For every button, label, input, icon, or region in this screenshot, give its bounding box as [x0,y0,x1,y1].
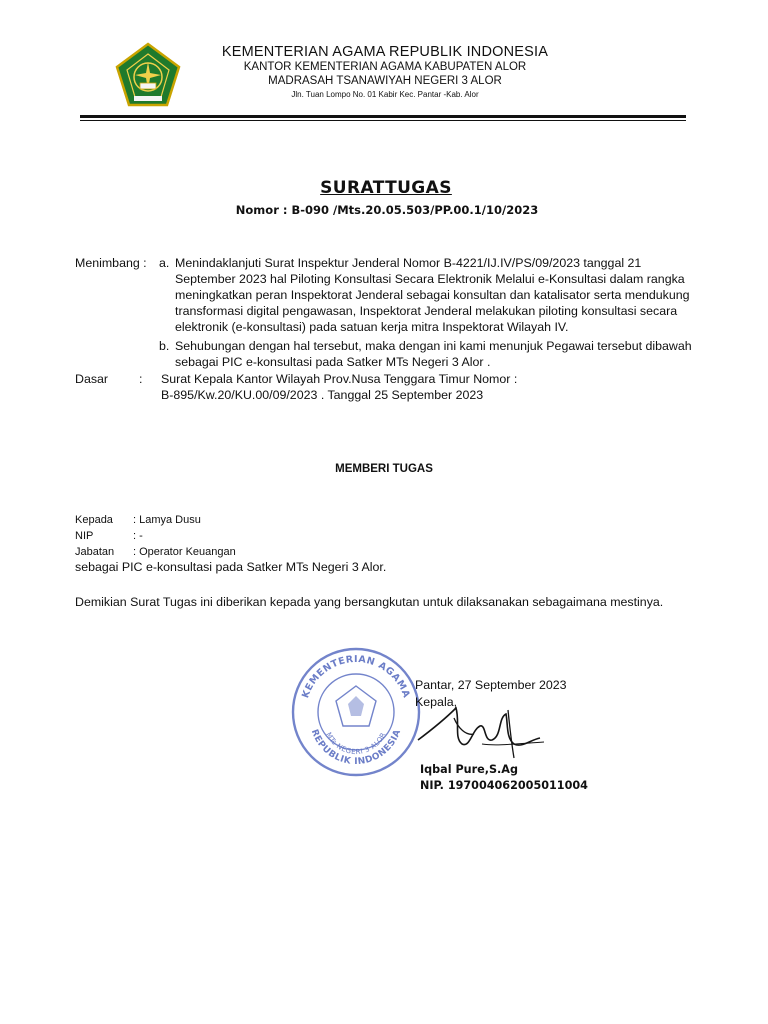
closing-sentence: Demikian Surat Tugas ini diberikan kepada yang bersangkutan untuk dilaksanakan sebagaimana mestinya. [75,595,664,609]
considering-item-b-line: Sehubungan dengan hal tersebut, maka dengan ini kami menunjuk Pegawai tersebut dibawah [175,339,692,353]
signer-name: Iqbal Pure,S.Ag [420,763,518,776]
svg-text:REPUBLIK INDONESIA [309,728,403,767]
document-number: Nomor : B-090 /Mts.20.05.503/PP.00.1/10/2023 [235,203,539,217]
letterhead-address: Jln. Tuan Lompo No. 01 Kabir Kec. Pantar -Kab. Alor [291,89,479,99]
considering-item-a [175,255,693,335]
basis-line: B-895/Kw.20/KU.00/09/2023 . Tanggal 25 September 2023 [161,388,484,402]
considering-item-a-line: Menindaklanjuti Surat Inspektur Jenderal Nomor B-4221/IJ.IV/PS/09/2023 tanggal 21 [175,256,642,270]
considering-item-a-line: meningkatkan peran Inspektorat Jenderal sebagai konsultan dan katalisator serta mendukung [175,288,690,302]
assignment-heading: MEMBERI TUGAS [335,463,433,475]
considering-item-b-line: sebagai PIC e-konsultasi pada Satker MTs Negeri 3 Alor . [175,355,491,369]
basis-line: Surat Kepala Kantor Wilayah Prov.Nusa Tenggara Timur Nomor : [161,372,518,386]
letterhead [180,44,590,100]
assignee-value-jabatan: : Operator Keuangan [133,546,236,558]
handwritten-signature-icon [410,700,550,762]
assignee-label-jabatan: Jabatan [75,546,115,558]
signer-nip: NIP. 197004062005011004 [420,779,588,792]
document-title: SURATTUGAS [320,178,452,198]
letterhead-school: MADRASAH TSANAWIYAH NEGERI 3 ALOR [268,75,502,88]
signature-place-date: Pantar, 27 September 2023 [415,678,567,692]
signer-block [420,762,588,794]
assignee-value-kepada: : Lamya Dusu [133,514,201,526]
assignee-role-line: sebagai PIC e-konsultasi pada Satker MTs Negeri 3 Alor. [75,560,387,574]
letterhead-office: KANTOR KEMENTERIAN AGAMA KABUPATEN ALOR [243,61,527,74]
letterhead-divider-thick [80,115,686,118]
signature-position: Kepala, [415,695,458,709]
stamp-inner-text: MTs NEGERI 3 ALOR [324,731,388,757]
considering-item-a-line: September 2023 hal Piloting Konsultasi Secara Elektronik Melalui e-Konsultasi dalam rangka [175,272,685,286]
letterhead-ministry: KEMENTERIAN AGAMA REPUBLIK INDONESIA [221,44,549,60]
considering-item-a-line: elektronik (e-konsultasi) pada satuan kerja mitra Inspektorat Wilayah IV. [175,320,569,334]
considering-item-a-marker: a. [159,256,170,270]
assignee-value-nip: : - [133,530,143,542]
considering-item-b-marker: b. [159,339,170,353]
stamp-top-text: KEMENTERIAN AGAMA [300,653,412,700]
considering-item-a-line: transformasi digital pengawasan, Inspektorat Jenderal melakukan piloting konsultasi secara [175,304,678,318]
considering-item-b [175,338,693,370]
basis-label: Dasar [75,372,109,386]
stamp-bottom-text: REPUBLIK INDONESIA [308,728,404,768]
svg-text:KEMENTERIAN AGAMA [300,654,412,700]
basis-text [161,371,681,403]
assignee-label-kepada: Kepada [75,514,113,526]
basis-colon: : [139,372,143,386]
letterhead-divider-thin [80,120,686,121]
assignee-label-nip: NIP [75,530,94,542]
considering-label: Menimbang : [75,256,147,270]
official-stamp-icon [288,644,424,780]
kemenag-emblem-icon [114,42,182,110]
